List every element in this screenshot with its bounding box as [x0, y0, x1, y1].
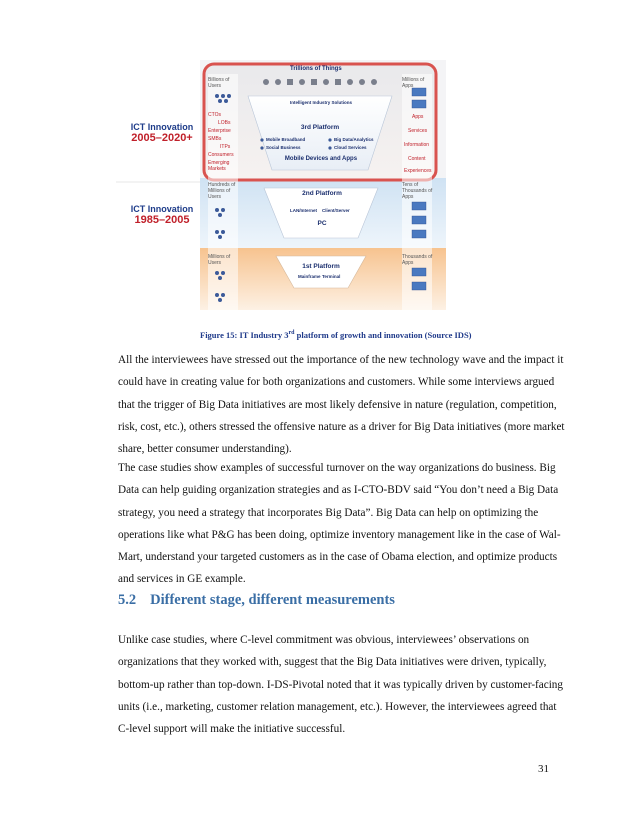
para2-line: Data can help guiding organization strategies and as I-CTO-BDV said “You don’t need a Big Data [118, 484, 559, 497]
era-old-title: ICT Innovation [130, 204, 194, 214]
paragraph-3 [118, 629, 568, 740]
page-number: 31 [538, 763, 549, 775]
para3-line: C-level support will make the initiative successful. [118, 723, 346, 736]
para1-line: could have in creating value for both organizations and customers. While some interviews argued [118, 376, 555, 389]
era-old-years: 1985–2005 [134, 214, 190, 226]
p2-item-1: Client/Server [322, 208, 350, 213]
right-item-2: Information [404, 142, 430, 148]
para2-line: operations like what P&G has been doing, optimize inventory management like in the case of Wal- [118, 528, 561, 541]
para1-line: that the trigger of Big Data initiatives are most likely defensive in nature (regulation, competition, [118, 398, 557, 411]
p3-item-1: Big Data/Analytics [334, 137, 374, 142]
era-recent-years: 2005–2020+ [131, 132, 193, 144]
right-item-4: Experiences [404, 168, 432, 174]
platform3-title: 3rd Platform [300, 124, 340, 131]
left-role-4: ITPs [220, 144, 231, 150]
right-item-0: Apps [412, 114, 424, 120]
p1-item-1: Terminal [322, 274, 341, 279]
para3-line: Unlike case studies, where C-level commitment was obvious, interviewees’ observations on [118, 634, 530, 646]
left-role-3: SMBs [208, 136, 222, 142]
figure-it-platforms [116, 60, 446, 310]
section-number: 5.2 [118, 592, 137, 608]
left-role-5: Consumers [208, 152, 234, 158]
p3-item-0: Mobile Broadband [266, 137, 306, 142]
section-heading [118, 592, 395, 609]
right-item-1: Services [408, 128, 428, 134]
right-item-3: Content [408, 156, 426, 162]
p2-footer: PC [317, 220, 327, 227]
paragraph-2 [118, 457, 568, 591]
para3-line: bottom-up rather than top-down. I-DS-Pivotal noted that it was typically driven by customer-facing [118, 678, 563, 691]
paragraph-1 [118, 349, 568, 460]
p1-item-0: Mainframe [298, 274, 321, 279]
left-role-0: CTOs [208, 112, 221, 118]
right-millions: Millions of Apps [402, 77, 425, 89]
para3-line: organizations that they worked with, suggest that the Big Data initiatives were driven, typically, [118, 656, 547, 669]
para1-line: All the interviewees have stressed out the importance of the new technology wave and the impact it [118, 354, 564, 366]
left-millions: Millions of Users [208, 254, 231, 266]
platform2-title: 2nd Platform [302, 190, 342, 197]
right-tens: Tens of Thousands of Apps [402, 182, 433, 200]
left-hundreds: Hundreds of Millions of Users [208, 182, 236, 200]
p2-item-0: LAN/Internet [290, 208, 317, 213]
era-recent-title: ICT Innovation [130, 122, 194, 132]
section-title: Different stage, different measurements [150, 592, 395, 608]
para3-line: units (i.e., marketing, customer relation management, etc.). However, the interviewees agreed that [118, 700, 557, 713]
era-recent [118, 122, 206, 144]
para2-line: The case studies show examples of successful turnover on the way organizations do business. Big [118, 462, 556, 474]
para2-line: and services in GE example. [118, 573, 246, 586]
figure-caption [200, 330, 472, 340]
top-label: Trillions of Things [290, 66, 342, 72]
caption-prefix: Figure 15: IT Industry 3 [200, 330, 289, 340]
para2-line: Mart, understand your targeted customers as in the case of Obama election, and optimize products [118, 551, 558, 564]
solutions-label: Intelligent Industry Solutions [290, 100, 353, 105]
era-old [118, 204, 206, 226]
platform-diagram [116, 60, 446, 310]
caption-suffix: platform of growth and innovation (Source IDS) [294, 330, 472, 340]
p3-footer: Mobile Devices and Apps [284, 156, 358, 162]
para2-line: strategy, you need a strategy that incorporates Big Data”. Big Data can help on optimizing the [118, 506, 539, 519]
left-role-1: LOBs [218, 120, 231, 126]
left-role-6: Emerging Markets [208, 160, 230, 172]
platform1-title: 1st Platform [302, 263, 340, 270]
left-role-2: Enterprise [208, 128, 231, 134]
para1-line: share, better consumer understanding). [118, 443, 292, 456]
left-billions: Billions of Users [208, 77, 230, 89]
para1-line: risk, cost, etc.), others stressed the offensive nature as a driver for Big Data initiatives (more market [118, 420, 565, 433]
p3-item-2: Social Business [266, 145, 301, 150]
right-thousands: Thousands of Apps [402, 254, 433, 266]
caption-sup: rd [288, 330, 295, 337]
p3-item-3: Cloud Services [334, 145, 367, 150]
